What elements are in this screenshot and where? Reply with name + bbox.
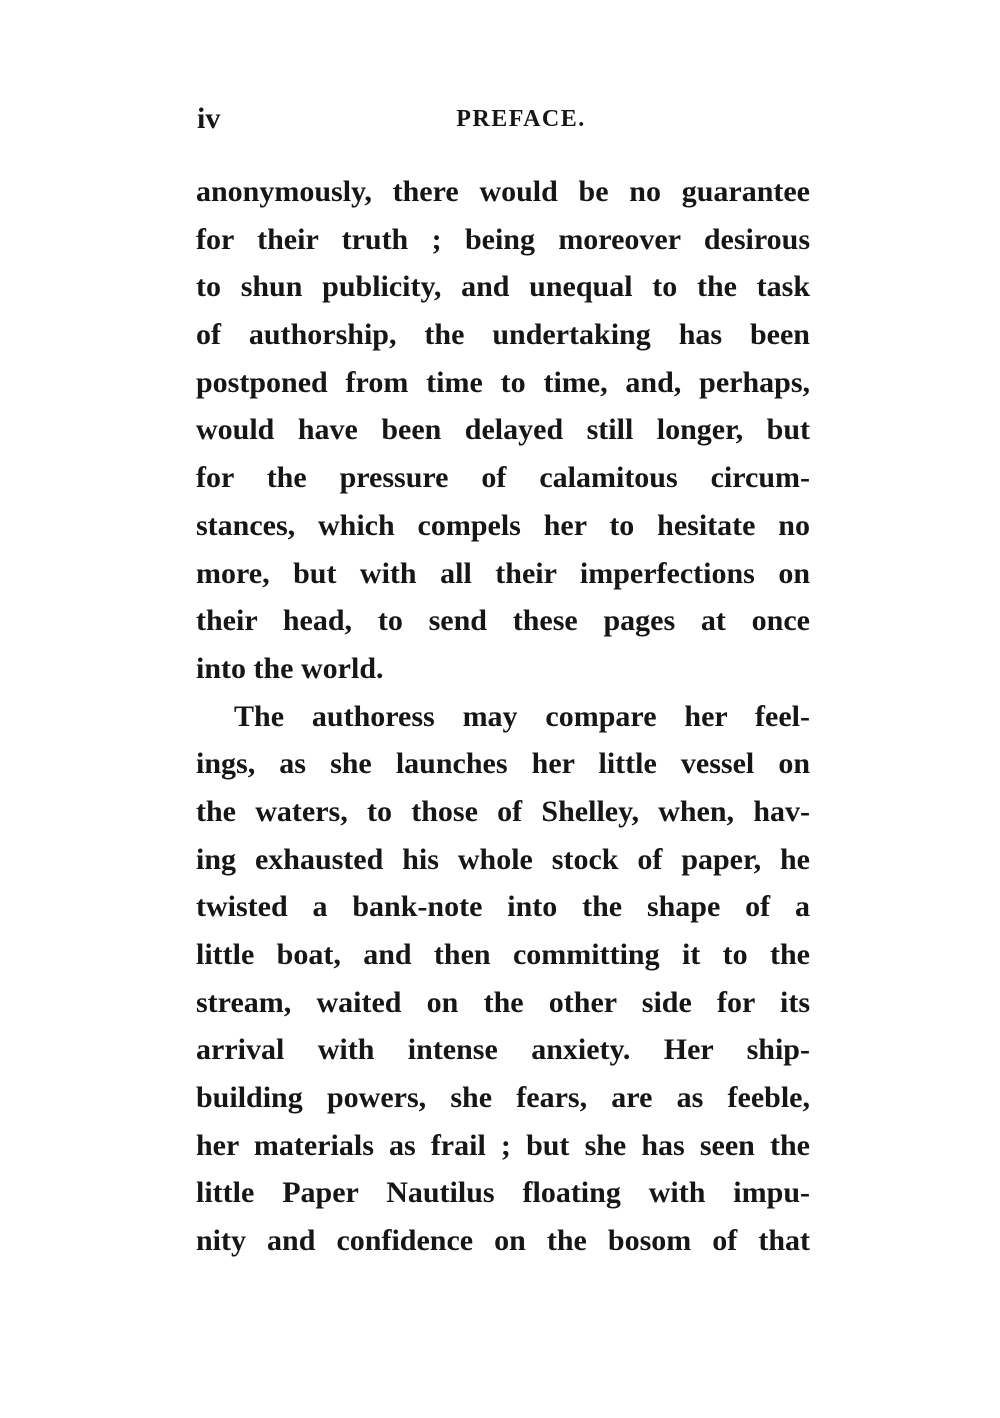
text-line: the waters, to those of Shelley, when, hav- — [196, 794, 810, 828]
text-line: The authoress may compare her feel- — [234, 699, 810, 733]
text-line: little boat, and then committing it to the — [196, 938, 810, 971]
running-head: PREFACE. — [456, 106, 586, 132]
text-line: for the pressure of calamitous circum- — [196, 461, 810, 495]
text-line: her materials as frail ; but she has seen the — [196, 1128, 810, 1162]
paragraph-2 — [196, 693, 810, 1265]
text-line: into the world. — [196, 651, 384, 685]
paragraph-1 — [196, 168, 810, 693]
text-line: stances, which compels her to hesitate no — [196, 508, 810, 542]
text-line: twisted a bank-note into the shape of a — [196, 890, 810, 924]
text-line: little Paper Nautilus floating with impu- — [196, 1176, 810, 1210]
text-line: more, but with all their imperfections on — [196, 556, 810, 590]
text-line: to shun publicity, and unequal to the task — [196, 270, 810, 304]
page-number: iv — [197, 102, 221, 135]
text-line: building powers, she fears, are as feeble, — [196, 1081, 810, 1115]
text-line: arrival with intense anxiety. Her ship- — [196, 1033, 810, 1067]
text-line: anonymously, there would be no guarantee — [196, 175, 810, 208]
text-line: their head, to send these pages at once — [196, 604, 810, 638]
text-line: ings, as she launches her little vessel on — [196, 747, 810, 781]
text-line: postponed from time to time, and, perhaps, — [196, 365, 810, 399]
text-line: nity and confidence on the bosom of that — [196, 1224, 810, 1258]
body-text — [196, 168, 810, 1265]
text-line: ing exhausted his whole stock of paper, he — [196, 842, 810, 876]
text-line: for their truth ; being moreover desirous — [196, 222, 810, 256]
text-line: stream, waited on the other side for its — [196, 985, 810, 1019]
text-line: would have been delayed still longer, but — [196, 413, 810, 447]
text-line: of authorship, the undertaking has been — [196, 318, 810, 352]
